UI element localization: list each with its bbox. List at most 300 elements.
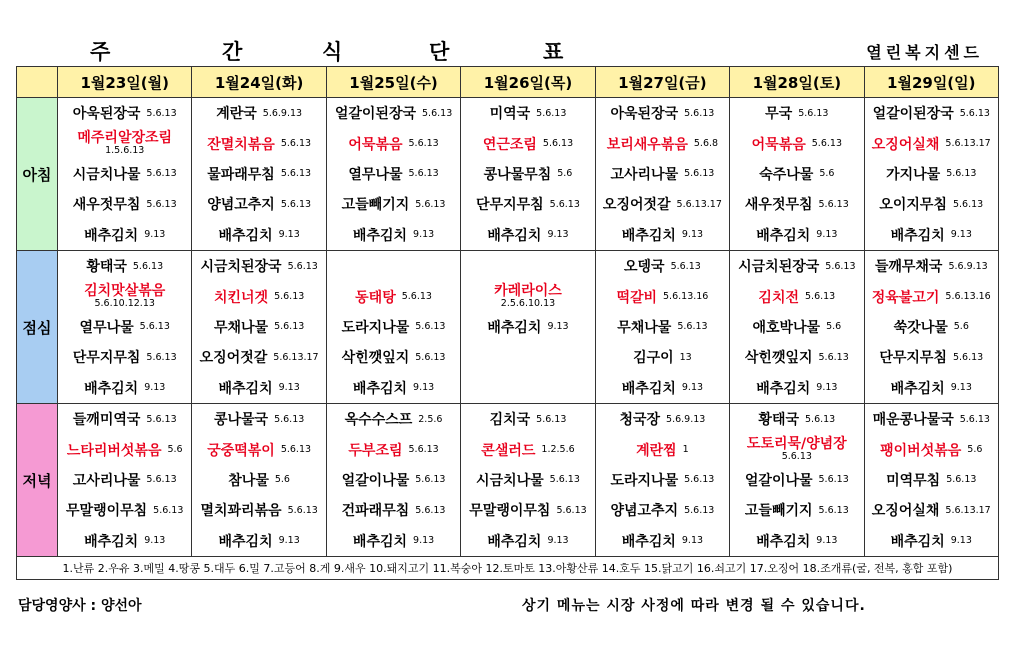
- allergen-codes: 5.6.13: [952, 351, 984, 363]
- dish-name: 무말랭이무침: [469, 503, 551, 520]
- dish-item: [327, 189, 460, 219]
- dish-name: 무말랭이무침: [66, 503, 148, 520]
- dish-name: 콘샐러드: [481, 442, 536, 459]
- dish-item: [730, 189, 863, 219]
- dish-item: [730, 373, 863, 403]
- dish-name: 아욱된장국: [610, 106, 679, 123]
- dish-name: 매운콩나물국: [872, 412, 954, 429]
- allergen-codes: 5.6.13: [280, 168, 312, 180]
- allergen-codes: 5.6.13: [959, 413, 990, 425]
- dish-name: 들깨미역국: [72, 412, 141, 429]
- dish-item: [192, 526, 325, 556]
- allergen-codes: 5.6.13: [422, 107, 453, 119]
- dish-item: [192, 342, 325, 372]
- dish-name: 배추김치: [621, 227, 676, 244]
- title-char: 단: [429, 40, 450, 64]
- allergen-codes: 5.6.13: [132, 260, 164, 272]
- dish-name: 치킨너겟: [213, 289, 269, 306]
- menu-cell: [730, 404, 864, 557]
- dish-item: [461, 159, 594, 189]
- dish-item: [730, 342, 863, 372]
- allergen-codes: 5.6.13: [542, 138, 574, 150]
- meal-row: [17, 251, 999, 404]
- menu-cell: [595, 98, 729, 251]
- dish-item: [327, 128, 460, 158]
- allergen-codes: 5.6.13: [536, 413, 567, 425]
- dish-item: [327, 98, 460, 128]
- title-char: 주: [90, 40, 111, 64]
- dish-name: 배추김치: [352, 380, 408, 397]
- allergen-codes: 5.6.13: [798, 107, 829, 119]
- dish-name: 시금치나물: [476, 472, 544, 489]
- allergen-codes: 5.6.13: [684, 474, 715, 486]
- menu-cell: [864, 404, 998, 557]
- menu-cell: [58, 404, 192, 557]
- dish-item: [327, 526, 460, 556]
- dish-item: [192, 434, 325, 464]
- allergen-codes: 5.6.13: [415, 321, 446, 333]
- menu-cell: [864, 251, 998, 404]
- allergen-codes: 9.13: [816, 382, 838, 394]
- dish-item: [192, 189, 325, 219]
- allergen-codes: 9.13: [278, 382, 300, 394]
- allergen-codes: 5.6.13: [280, 444, 312, 456]
- allergen-codes: 5.6.13: [274, 413, 305, 425]
- allergen-codes: 5.6.13.17: [945, 138, 991, 150]
- dish-item: [461, 373, 594, 403]
- dish-item: [596, 373, 729, 403]
- dish-item: [58, 189, 191, 219]
- dish-item: [58, 465, 191, 495]
- allergen-codes: 9.13: [681, 229, 704, 241]
- title-char: 간: [222, 40, 243, 64]
- dish-item: [865, 434, 998, 464]
- facility-name: 열린복지센드: [866, 43, 983, 62]
- menu-cell: [730, 98, 864, 251]
- dish-name: 물파래무침: [207, 166, 275, 183]
- dish-item: [730, 159, 863, 189]
- allergen-codes: 9.13: [547, 321, 569, 333]
- dish-item: [327, 251, 460, 281]
- day-header: 1월26일(목): [461, 67, 595, 98]
- dish-item: [461, 404, 594, 434]
- dish-item: [596, 251, 729, 281]
- change-notice: 상기 메뉴는 시장 사정에 따라 변경 될 수 있습니다.: [522, 598, 866, 614]
- dish-item: [192, 281, 325, 311]
- dish-item: [730, 220, 863, 250]
- dish-name: 황태국: [758, 412, 799, 429]
- allergen-codes: 5.6.13: [805, 291, 836, 303]
- dish-item: [865, 128, 998, 158]
- dish-item: [58, 342, 191, 372]
- dish-item: [461, 128, 594, 158]
- dish-item: [730, 281, 863, 311]
- allergen-codes: 5.6.13: [153, 504, 184, 516]
- dish-name: 미역국: [489, 106, 531, 123]
- dish-name: 청국장: [619, 412, 661, 429]
- allergen-codes: 5.6.10.12.13: [94, 298, 155, 310]
- dish-name: 무국: [765, 106, 793, 123]
- allergen-codes: 9.13: [547, 535, 569, 547]
- dish-name: 팽이버섯볶음: [880, 442, 962, 459]
- dish-name: 미역무침: [886, 472, 941, 489]
- title-char: 표: [543, 40, 564, 64]
- dish-item: [865, 220, 998, 250]
- allergen-codes: 9.13: [950, 535, 972, 547]
- allergen-codes: 13: [679, 351, 692, 363]
- allergen-codes: 5.6.13: [684, 107, 715, 119]
- dish-name: 도라지나물: [341, 319, 410, 336]
- dish-item: [596, 312, 729, 342]
- weekly-menu-table: [16, 66, 999, 580]
- dish-item: [327, 312, 460, 342]
- dish-item: [192, 404, 325, 434]
- allergen-codes: 5.6.13: [952, 198, 984, 210]
- allergen-codes: 5.6.13: [139, 321, 170, 333]
- dish-name: 보리새우볶음: [606, 136, 688, 153]
- allergen-codes: 5.6.13: [825, 260, 856, 272]
- day-header: 1월27일(금): [595, 67, 729, 98]
- allergen-codes: 5.6.13: [146, 474, 177, 486]
- dish-name: 배추김치: [890, 533, 945, 550]
- allergen-codes: 5.6: [967, 444, 983, 456]
- dish-name: 도토리묵/양념장: [746, 436, 847, 453]
- allergen-codes: 5.6.13: [805, 413, 836, 425]
- dish-item: [865, 312, 998, 342]
- dish-name: 배추김치: [756, 533, 811, 550]
- dish-name: 가지나물: [886, 166, 941, 183]
- dish-item: [192, 98, 325, 128]
- allergen-codes: 5.6.13: [959, 107, 990, 119]
- dish-item: [596, 434, 729, 464]
- dish-item: [865, 342, 998, 372]
- dish-name: 시금치된장국: [200, 259, 282, 276]
- menu-cell: [730, 251, 864, 404]
- allergen-codes: 5.6.13: [536, 107, 567, 119]
- dish-name: 배추김치: [487, 533, 542, 550]
- dish-name: 동태탕: [355, 289, 396, 306]
- meal-label: 점심: [17, 251, 58, 404]
- dish-name: 숙주나물: [759, 166, 814, 183]
- dish-name: 정육불고기: [871, 289, 940, 306]
- dish-item: [461, 251, 594, 281]
- allergen-codes: 5.6.13: [280, 198, 312, 210]
- dish-item: [327, 342, 460, 372]
- dish-item: [461, 495, 594, 525]
- allergen-codes: 5.6.13: [549, 198, 580, 210]
- dish-item: [461, 281, 594, 311]
- dish-name: 고들빼기지: [744, 503, 813, 520]
- dish-item: [730, 251, 863, 281]
- menu-cell: [595, 251, 729, 404]
- dish-name: 배추김치: [756, 227, 811, 244]
- day-header: 1월24일(화): [192, 67, 326, 98]
- dish-item: [461, 526, 594, 556]
- allergen-codes: 9.13: [413, 229, 435, 241]
- dish-item: [461, 342, 594, 372]
- allergen-codes: 5.6.13.17: [945, 504, 991, 516]
- allergen-codes: 5.6.9.13: [948, 260, 988, 272]
- dish-name: 오징어실채: [871, 503, 940, 520]
- dish-name: 오징어실채: [871, 136, 940, 153]
- dish-item: [461, 312, 594, 342]
- day-header: 1월25일(수): [326, 67, 460, 98]
- allergen-codes: 2.5.6.10.13: [500, 298, 556, 310]
- dish-name: 김치국: [489, 412, 531, 429]
- allergen-codes: 5.6.8: [693, 138, 719, 150]
- dish-item: [596, 98, 729, 128]
- dish-name: 배추김치: [621, 380, 676, 397]
- meal-row: [17, 98, 999, 251]
- dish-name: 건파래무침: [341, 503, 410, 520]
- dish-name: 콩나물무침: [483, 166, 552, 183]
- dish-name: 새우젓무침: [72, 197, 141, 214]
- allergen-codes: 5.6.13: [146, 351, 177, 363]
- allergen-codes: 5.6.13: [415, 198, 446, 210]
- dish-item: [327, 373, 460, 403]
- dish-item: [461, 220, 594, 250]
- day-header: 1월23일(월): [58, 67, 192, 98]
- dish-name: 애호박나물: [752, 319, 821, 336]
- meal-label: 저녁: [17, 404, 58, 557]
- allergen-codes: 9.13: [816, 535, 838, 547]
- allergen-codes: 5.6.13.16: [945, 291, 991, 303]
- meal-row: [17, 404, 999, 557]
- dish-name: 단무지무침: [879, 350, 947, 367]
- menu-cell: [192, 251, 326, 404]
- dish-name: 배추김치: [84, 380, 139, 397]
- menu-cell: [58, 98, 192, 251]
- dish-name: 고들빼기지: [341, 197, 410, 214]
- allergen-codes: 9.13: [144, 382, 166, 394]
- dish-item: [596, 128, 729, 158]
- menu-cell: [864, 98, 998, 251]
- allergen-codes: 5.6.13.17: [676, 198, 722, 210]
- menu-cell: [461, 251, 595, 404]
- dish-name: 고사리나물: [72, 472, 141, 489]
- dish-item: [596, 220, 729, 250]
- dish-name: 고사리나물: [610, 166, 679, 183]
- dish-name: 배추김치: [487, 227, 542, 244]
- dish-item: [327, 465, 460, 495]
- allergen-codes: 9.13: [144, 229, 166, 241]
- dish-name: 궁중떡볶이: [207, 442, 275, 459]
- dish-item: [58, 159, 191, 189]
- allergen-codes: 5.6.13: [274, 321, 305, 333]
- allergen-codes: 5.6.13: [670, 260, 701, 272]
- dish-item: [327, 159, 460, 189]
- allergen-codes: 1.5.6.13: [105, 145, 145, 157]
- dish-name: 잔멸치볶음: [207, 136, 275, 153]
- dish-name: 오징어젓갈: [602, 197, 671, 214]
- dish-item: [596, 495, 729, 525]
- allergen-codes: 5.6.13: [146, 107, 177, 119]
- dish-name: 김치전: [758, 289, 799, 306]
- dish-name: 계란국: [216, 106, 257, 123]
- day-header: 1월29일(일): [864, 67, 998, 98]
- allergen-codes: 9.13: [950, 382, 972, 394]
- dish-item: [596, 465, 729, 495]
- dish-name: 도라지나물: [610, 472, 679, 489]
- dish-item: [58, 434, 191, 464]
- allergen-codes: 5.6: [819, 168, 835, 180]
- allergen-codes: 5.6.13: [287, 504, 318, 516]
- dish-item: [461, 98, 594, 128]
- dish-name: 배추김치: [84, 227, 139, 244]
- dish-item: [596, 159, 729, 189]
- dish-item: [730, 98, 863, 128]
- dish-name: 양념고추지: [610, 503, 679, 520]
- dish-name: 배추김치: [352, 533, 408, 550]
- dish-name: 단무지무침: [72, 350, 141, 367]
- allergen-codes: 5.6.13: [818, 198, 849, 210]
- dish-item: [327, 434, 460, 464]
- dish-item: [192, 465, 325, 495]
- dish-item: [730, 312, 863, 342]
- dish-name: 무채나물: [213, 319, 269, 336]
- allergen-codes: 9.13: [413, 382, 435, 394]
- dish-name: 배추김치: [218, 380, 273, 397]
- dish-item: [58, 251, 191, 281]
- allergen-codes: 9.13: [681, 382, 704, 394]
- allergen-codes: 9.13: [413, 535, 435, 547]
- menu-cell: [58, 251, 192, 404]
- allergen-codes: 1: [682, 444, 689, 456]
- dish-name: 단무지무침: [476, 197, 544, 214]
- dish-item: [730, 434, 863, 464]
- allergen-codes: 5.6.13: [146, 413, 177, 425]
- allergen-codes: 5.6.13: [146, 168, 177, 180]
- allergen-codes: 5.6.9.13: [666, 413, 706, 425]
- allergen-codes: 5.6.13: [818, 474, 849, 486]
- allergen-codes: 5.6.13: [287, 260, 318, 272]
- allergen-codes: 5.6: [274, 474, 290, 486]
- dish-item: [461, 189, 594, 219]
- dish-item: [192, 251, 325, 281]
- allergen-codes: 5.6.13: [818, 351, 849, 363]
- dish-name: 김구이: [633, 350, 674, 367]
- dish-name: 오이지무침: [879, 197, 947, 214]
- allergen-codes: 5.6.13: [408, 168, 439, 180]
- day-header-row: [17, 67, 999, 98]
- dish-name: 얼갈이나물: [341, 472, 410, 489]
- dish-name: 배추김치: [890, 380, 945, 397]
- dish-item: [58, 281, 191, 311]
- allergen-codes: 5.6.13: [415, 474, 446, 486]
- dish-name: 배추김치: [487, 319, 542, 336]
- dish-name: 카레라이스: [494, 283, 562, 300]
- dish-item: [730, 495, 863, 525]
- menu-cell: [192, 98, 326, 251]
- dish-item: [865, 495, 998, 525]
- dish-item: [58, 98, 191, 128]
- dish-name: 배추김치: [352, 227, 408, 244]
- dish-item: [192, 373, 325, 403]
- allergen-codes: 5.6.13: [549, 474, 580, 486]
- allergen-codes: 5.6.13.16: [663, 291, 709, 303]
- dish-name: 어묵볶음: [751, 136, 806, 153]
- dish-name: 오징어젓갈: [199, 350, 268, 367]
- menu-cell: [192, 404, 326, 557]
- allergen-codes: 9.13: [547, 229, 569, 241]
- dish-name: 두부조림: [348, 442, 403, 459]
- page-title: [0, 36, 1015, 64]
- dish-item: [58, 312, 191, 342]
- allergen-codes: 5.6.13: [556, 504, 587, 516]
- menu-cell: [326, 98, 460, 251]
- dish-item: [865, 98, 998, 128]
- dish-item: [730, 465, 863, 495]
- dish-item: [327, 495, 460, 525]
- allergen-codes: 5.6.13: [415, 504, 446, 516]
- dish-name: 김치맛살볶음: [84, 283, 166, 300]
- dish-item: [865, 465, 998, 495]
- dish-name: 아욱된장국: [72, 106, 141, 123]
- dish-item: [865, 251, 998, 281]
- dish-item: [58, 373, 191, 403]
- allergen-codes: 5.6.13: [415, 351, 446, 363]
- dish-name: 배추김치: [84, 533, 139, 550]
- allergen-codes: 5.6.13: [408, 138, 439, 150]
- dish-name: 양념고추지: [207, 197, 275, 214]
- dish-name: 배추김치: [218, 533, 273, 550]
- dish-name: 얼갈이된장국: [872, 106, 954, 123]
- dish-item: [58, 495, 191, 525]
- dish-item: [596, 404, 729, 434]
- dish-name: 참나물: [228, 472, 269, 489]
- allergen-legend: 1.난류 2.우유 3.메밀 4.땅콩 5.대두 6.밀 7.고등어 8.게 9.새우 10.돼지고기 11.복숭아 12.토마토 13.아황산류 14.호두 15.닭고기 16.쇠고기 17.오징어 18.조개류(굴, 전복, 홍합 포함): [17, 557, 999, 580]
- dish-item: [596, 189, 729, 219]
- dish-name: 얼갈이나물: [744, 472, 813, 489]
- allergen-codes: 5.6.13: [408, 444, 439, 456]
- dish-name: 콩나물국: [213, 412, 269, 429]
- allergen-codes: 5.6.13: [677, 321, 708, 333]
- day-header: 1월28일(토): [730, 67, 864, 98]
- allergen-codes: 5.6.13: [146, 198, 177, 210]
- menu-cell: [461, 98, 595, 251]
- dish-name: 배추김치: [890, 227, 945, 244]
- dish-name: 멸치꽈리볶음: [200, 503, 282, 520]
- dish-item: [730, 128, 863, 158]
- allergen-codes: 9.13: [144, 535, 166, 547]
- dish-name: 연근조림: [482, 136, 537, 153]
- dish-name: 쑥갓나물: [893, 319, 948, 336]
- allergen-row: [17, 557, 999, 580]
- allergen-codes: 5.6.13: [684, 168, 715, 180]
- dish-name: 황태국: [86, 259, 127, 276]
- dish-item: [865, 526, 998, 556]
- allergen-codes: 5.6: [557, 168, 573, 180]
- allergen-codes: 9.13: [816, 229, 838, 241]
- dish-item: [327, 220, 460, 250]
- dish-item: [192, 128, 325, 158]
- dish-name: 무채나물: [617, 319, 672, 336]
- allergen-codes: 5.6.13: [946, 168, 977, 180]
- corner-cell: [17, 67, 58, 98]
- dish-name: 계란찜: [636, 442, 677, 459]
- allergen-codes: 9.13: [278, 535, 300, 547]
- dish-item: [596, 281, 729, 311]
- dish-item: [865, 404, 998, 434]
- dish-name: 옥수수스프: [344, 412, 413, 429]
- dish-name: 새우젓무침: [744, 197, 813, 214]
- dish-name: 삭힌깻잎지: [744, 350, 813, 367]
- dish-item: [461, 465, 594, 495]
- dish-item: [596, 526, 729, 556]
- dish-item: [192, 312, 325, 342]
- menu-cell: [595, 404, 729, 557]
- dish-item: [327, 281, 460, 311]
